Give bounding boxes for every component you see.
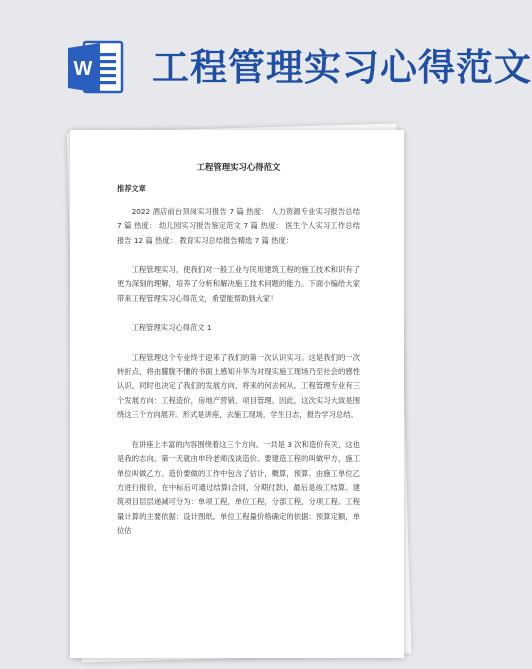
- document-content: [117, 160, 360, 539]
- word-document-icon: [66, 38, 126, 98]
- intro-paragraph: 工程管理实习，使我们对一般工业与民用建筑工程的施工技术和识有了更为深刻的理解，培养了分析和解决施工技术问题的能力。下面小编给大家带来工程管理实习心得范文，希望能帮助到大家！: [117, 265, 360, 303]
- banner-header: [0, 0, 532, 120]
- recommend-label: 推荐文章: [117, 184, 146, 194]
- section-title: 工程管理实习心得范文 1: [131, 323, 212, 333]
- word-icon-letter: W: [73, 58, 93, 80]
- document-page: [70, 130, 404, 658]
- body-paragraph-1: 工程管理这个专业终于迎来了我们的第一次认识实习。这是我们的一次转折点，将由朦胧不懂的书面上感知升华为对现实施工现场乃至社会的感性认识，同时也决定了我们的发展方向，将来的何去何从。工程管理专业有三个发展方向：工程造价，房地产营销，项目管理。因此，这次实习大致是围绕这三个方向展开。形式是讲座，去施工现场，学生日志，报告学习总结。: [117, 352, 360, 420]
- document-title: 工程管理实习心得范文: [196, 162, 281, 172]
- recommend-list: 2022 酒店前台顶岗实习报告 7 篇 热度： 人力资源专业实习报告总结 7 篇 热度： 幼儿园实习报告鉴定范文 7 篇 热度： 医生个人实习工作总结报告 12 篇 热度： 教育实习总结报告精选 7 篇 热度：: [117, 206, 360, 245]
- body-paragraph-2: 在讲座上丰富的内容围绕着这三个方向。一共是 3 次和造价有关，这也是我的志向。第一天就由申玲老师浅谈造价。要建造工程的叫做甲方，施工单位叫做乙方。造价要做的工作中包含了估计，概算，预算。由施工单位乙方进行报价，在中标后可通过结算(合同，分期付款)，最后是竣工结算。建筑项目层层递减可分为：单项工程，单位工程，分部工程，分项工程。工程量计算的主要依据：设计图纸。单位工程量价格确定的依据：预算定额，单位估: [117, 439, 360, 536]
- banner-title: 工程管理实习心得范文: [152, 46, 532, 89]
